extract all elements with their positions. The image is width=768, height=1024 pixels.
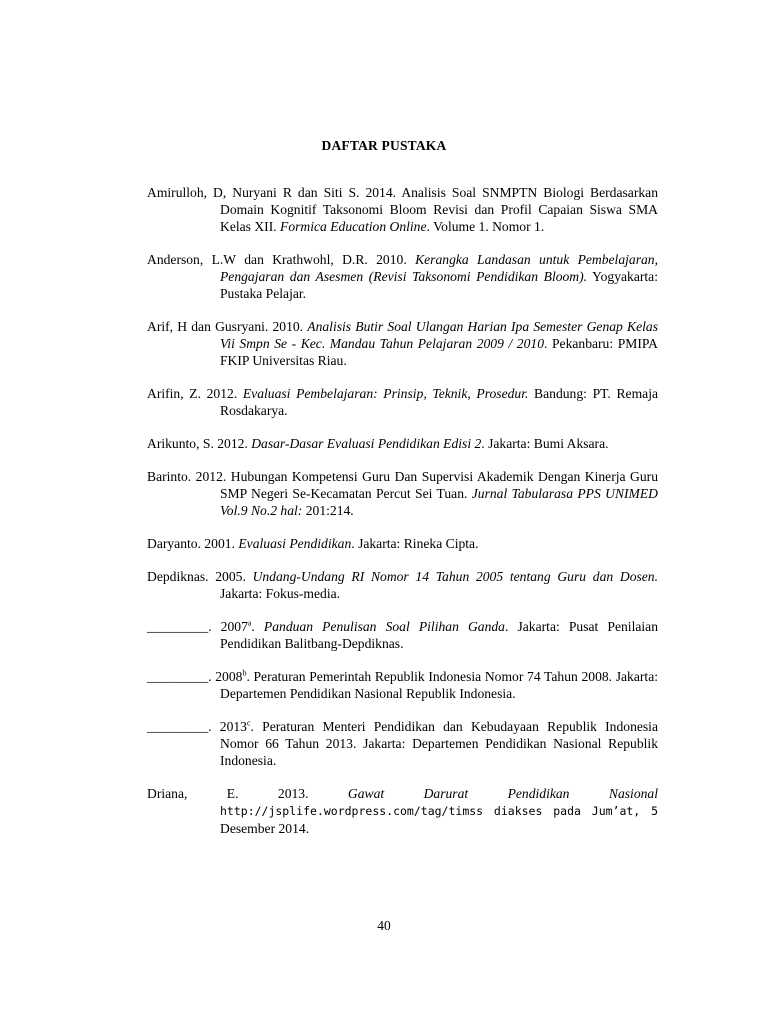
ref-tail: 201:214. — [302, 503, 354, 518]
ref-tail: Bandung: PT. Remaja Rosdakarya. — [220, 386, 658, 418]
ref-title: Analisis Butir Soal Ulangan Harian Ipa Semester Genap Kelas Vii Smpn Se - Kec. Mandau Tahun Pelajaran 2009 / 2010 — [220, 319, 658, 351]
reference-item — [147, 718, 658, 769]
ref-head-cont: . Peraturan Menteri Pendidikan dan Kebudayaan Republik Indonesia Nomor 66 Tahun 2013. Jakarta: Departemen Pendidikan Nasional Republik Indonesia. — [220, 719, 658, 768]
ref-tail: Jakarta: Fokus-media. — [220, 586, 341, 601]
reference-item — [147, 568, 658, 602]
reference-item — [147, 468, 658, 519]
page-number: 40 — [377, 918, 391, 933]
ref-head: Daryanto. 2001. — [147, 536, 239, 551]
ref-head-cont: . Peraturan Pemerintah Republik Indonesia Nomor 74 Tahun 2008. Jakarta: Departemen Pendidikan Nasional Republik Indonesia. — [220, 669, 659, 701]
ref-tail: . Pekanbaru: PMIPA FKIP Universitas Riau. — [220, 336, 658, 368]
ref-tail: . Jakarta: Rineka Cipta. — [351, 536, 479, 551]
ref-head: _________. 2008 — [147, 669, 243, 684]
reference-item — [147, 535, 658, 552]
ref-head: Barinto. 2012. Hubungan Kompetensi Guru Dan Supervisi Akademik Dengan Kinerja Guru SMP Negeri Se-Kecamatan Percut Sei Tuan. — [147, 469, 658, 501]
reference-list — [147, 184, 658, 853]
ref-url[interactable]: http://jsplife.wordpress.com/tag/timss diakses pada Jum’at, 5 — [220, 804, 658, 818]
reference-item — [147, 618, 658, 652]
ref-superscript: a — [247, 618, 252, 628]
ref-tail: Yogyakarta: Pustaka Pelajar. — [220, 269, 658, 301]
ref-head: Amirulloh, D, Nuryani R dan Siti S. 2014. Analisis Soal SNMPTN Biologi Berdasarkan Domain Kognitif Taksonomi Bloom Revisi dan Profil Capaian Siswa SMA Kelas XII. — [147, 185, 658, 234]
reference-item — [147, 785, 658, 837]
ref-title: Dasar-Dasar Evaluasi Pendidikan Edisi 2 — [251, 436, 482, 451]
reference-item — [147, 251, 658, 302]
ref-tail: . Volume 1. Nomor 1. — [426, 219, 545, 234]
ref-tail: Desember 2014. — [220, 821, 310, 836]
ref-title: Evaluasi Pembelajaran: Prinsip, Teknik, Prosedur. — [242, 386, 529, 401]
ref-superscript: c — [246, 718, 251, 728]
ref-title: Panduan Penulisan Soal Pilihan Ganda — [263, 619, 505, 634]
ref-title: Jurnal Tabularasa PPS UNIMED Vol.9 No.2 hal: — [220, 486, 658, 518]
ref-head-cont: . — [251, 619, 264, 634]
reference-item — [147, 668, 658, 702]
ref-head: Arif, H dan Gusryani. 2010. — [147, 319, 308, 334]
ref-title: Formica Education Online — [280, 219, 427, 234]
ref-title: Undang-Undang RI Nomor 14 Tahun 2005 tentang Guru dan Dosen. — [252, 569, 659, 584]
reference-item — [147, 435, 658, 452]
ref-head: _________. 2007 — [147, 619, 248, 634]
reference-item — [147, 318, 658, 369]
ref-title: Kerangka Landasan untuk Pembelajaran, Pengajaran dan Asesmen (Revisi Taksonomi Pendidikan Bloom). — [220, 252, 658, 284]
reference-item — [147, 385, 658, 419]
ref-head: Arifin, Z. 2012. — [147, 386, 243, 401]
ref-superscript: b — [242, 668, 247, 678]
ref-title: Gawat Darurat Pendidikan Nasional — [347, 786, 658, 801]
ref-head: _________. 2013 — [147, 719, 247, 734]
ref-tail: . Jakarta: Bumi Aksara. — [481, 436, 609, 451]
ref-head: Arikunto, S. 2012. — [147, 436, 252, 451]
ref-head: Depdiknas. 2005. — [147, 569, 253, 584]
page-title: DAFTAR PUSTAKA — [321, 138, 447, 153]
ref-title: Evaluasi Pendidikan — [238, 536, 352, 551]
ref-tail: . Jakarta: Pusat Penilaian Pendidikan Balitbang-Depdiknas. — [220, 619, 658, 651]
reference-item — [147, 184, 658, 235]
ref-head: Driana, E. 2013. — [147, 786, 348, 801]
ref-head: Anderson, L.W dan Krathwohl, D.R. 2010. — [147, 252, 416, 267]
